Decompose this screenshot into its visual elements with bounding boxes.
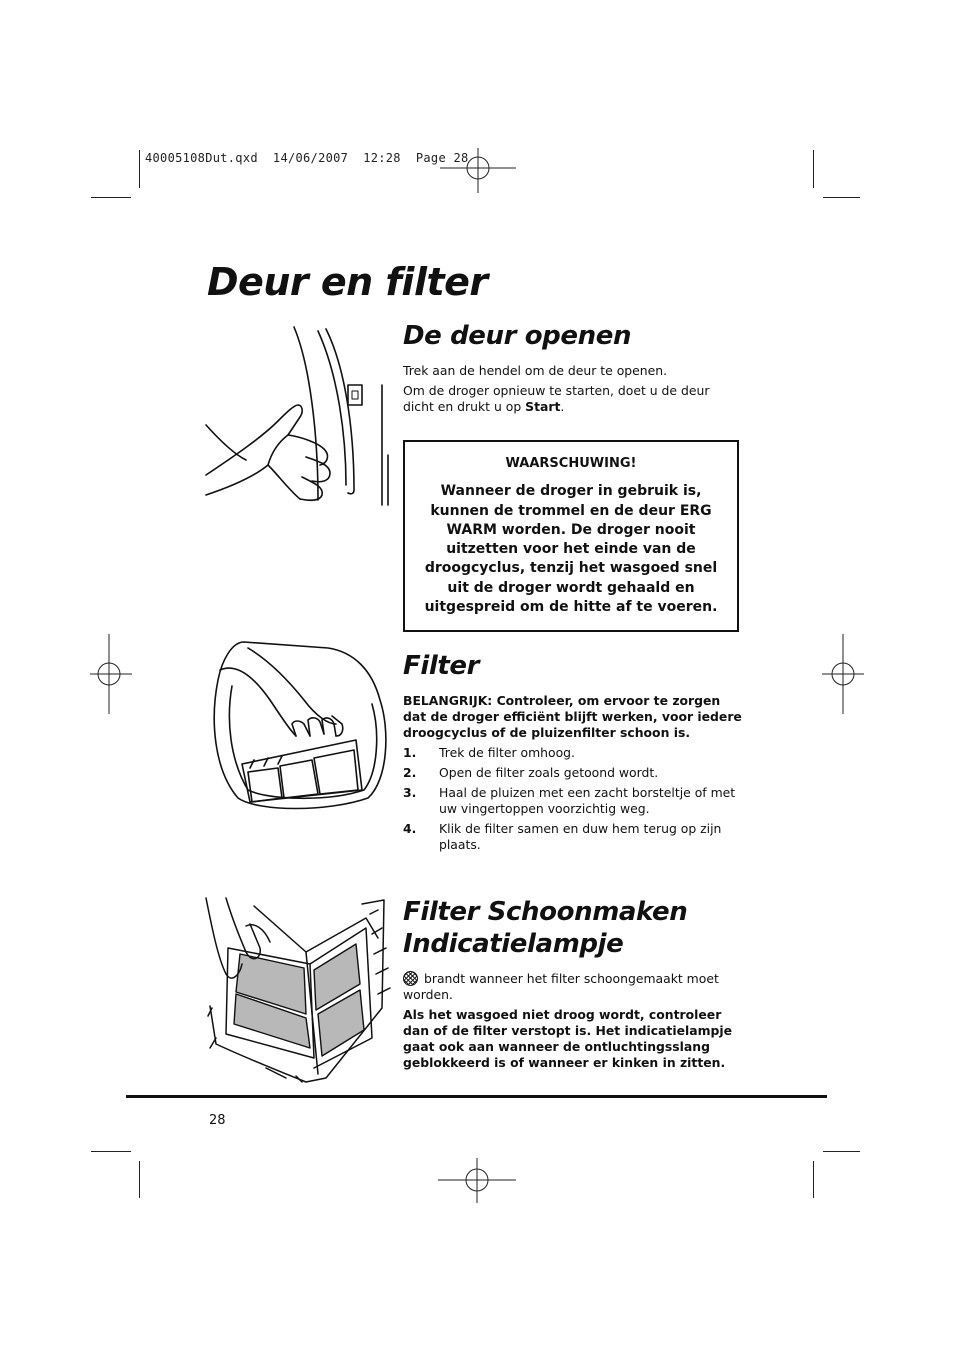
footer-rule bbox=[126, 1095, 827, 1098]
filter-text bbox=[403, 693, 743, 857]
warning-box bbox=[403, 440, 739, 632]
filter-removal-illustration bbox=[208, 640, 390, 812]
door-instruction-pull: Trek aan de hendel om de deur te openen. bbox=[403, 363, 668, 378]
list-item: 1. Trek de filter omhoog. bbox=[403, 745, 575, 760]
indicator-description: brandt wanneer het filter schoongemaakt moet worden. bbox=[403, 971, 719, 1002]
filter-opened-illustration bbox=[206, 898, 392, 1084]
warning-body: Wanneer de droger in gebruik is, kunnen de trommel en de deur ERG WARM worden. De droger nooit uitzetten voor het einde van de droogcyclus, tenzij het wasgoed snel uit de droger wordt gehaald en uitgespreid om de hitte af te voeren. bbox=[424, 483, 718, 616]
indicator-heading: Filter Schoonmaken Indicatielampje bbox=[403, 897, 688, 959]
print-slug: 40005108Dut.qxd 14/06/2007 12:28 Page 28 bbox=[145, 151, 469, 165]
page-number: 28 bbox=[209, 1113, 226, 1128]
filter-heading: Filter bbox=[403, 651, 480, 681]
indicator-note: Als het wasgoed niet droog wordt, controleer dan of de filter verstopt is. Het indicatielampje gaat ook aan wanneer de ontluchtingsslang geblokkeerd is of wanneer er kinken in zitten. bbox=[403, 1007, 733, 1070]
filter-steps bbox=[403, 745, 743, 853]
registration-mark-left bbox=[90, 634, 132, 714]
list-item: 4. Klik de filter samen en duw hem terug op zijn plaats. bbox=[403, 821, 722, 852]
filter-indicator-icon bbox=[403, 971, 418, 986]
registration-mark-bottom bbox=[438, 1158, 516, 1203]
door-heading: De deur openen bbox=[403, 321, 632, 351]
start-label: Start bbox=[525, 399, 561, 414]
door-text bbox=[403, 363, 743, 419]
door-opening-illustration bbox=[206, 325, 392, 507]
list-item: 3. Haal de pluizen met een zacht borsteltje of met uw vingertoppen voorzichtig weg. bbox=[403, 785, 736, 816]
list-item: 2. Open de filter zoals getoond wordt. bbox=[403, 765, 659, 780]
warning-title: WAARSCHUWING! bbox=[505, 456, 637, 471]
page-title: Deur en filter bbox=[207, 260, 488, 304]
door-instruction-restart: Om de droger opnieuw te starten, doet u de deur dicht en drukt u op Start. bbox=[403, 383, 710, 414]
registration-mark-top bbox=[440, 148, 516, 193]
filter-important-note: BELANGRIJK: Controleer, om ervoor te zorgen dat de droger efficiënt blijft werken, voor iedere droogcyclus of de pluizenfilter schoon is. bbox=[403, 693, 742, 740]
registration-mark-right bbox=[822, 634, 864, 714]
indicator-text bbox=[403, 971, 743, 1075]
